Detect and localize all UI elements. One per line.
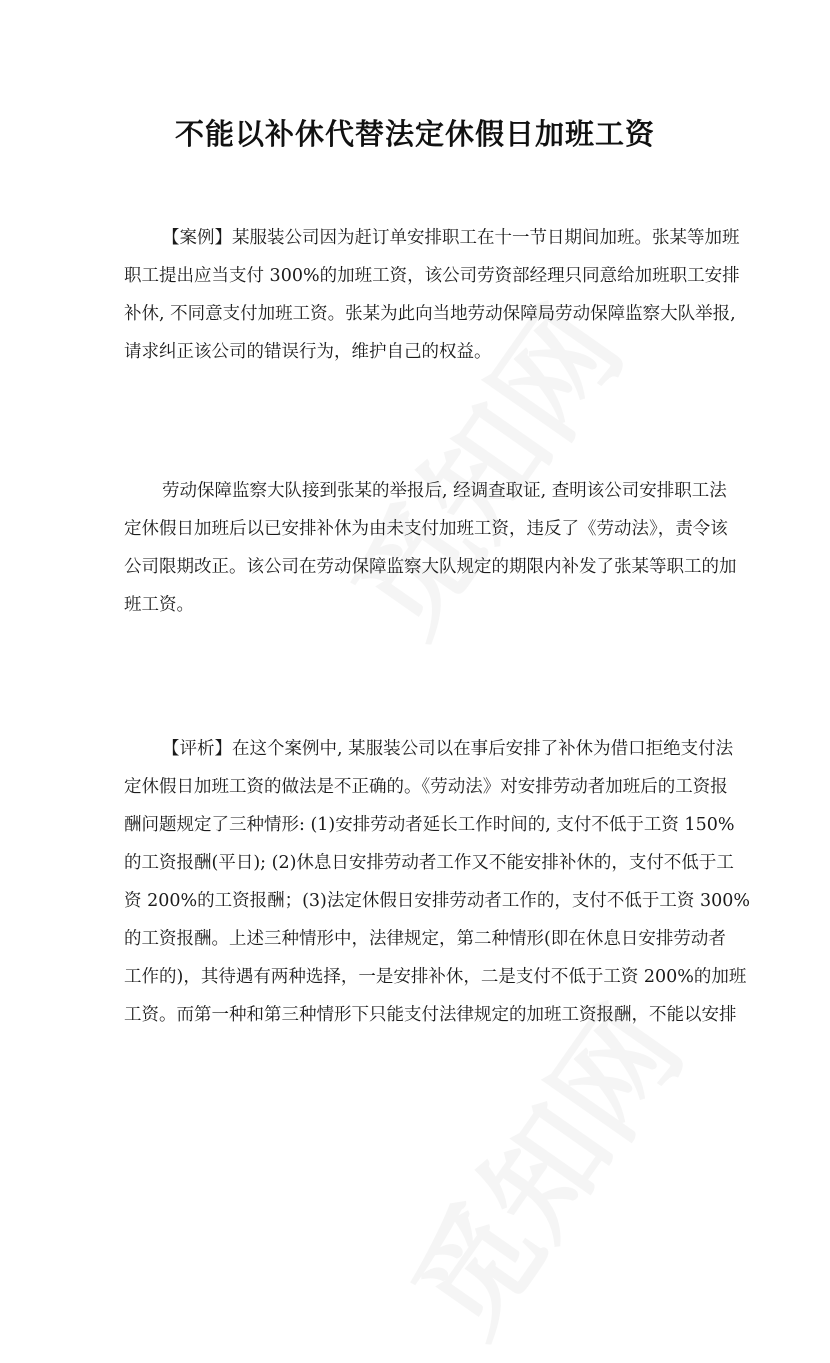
document-title: 不能以补休代替法定休假日加班工资 (174, 117, 655, 151)
text-line: 工作的)，其待遇有两种选择，一是安排补休，二是支付不低于工资 200%的加班 (124, 967, 747, 987)
paragraph-case (124, 219, 740, 371)
text-line: 酬问题规定了三种情形: (1)安排劳动者延长工作时间的, 支付不低于工资 150% (124, 815, 735, 835)
paragraph-analysis (124, 730, 750, 1034)
text-line: 定休假日加班后以已安排补休为由未支付加班工资，违反了《劳动法》，责令该 (124, 519, 728, 539)
text-line: 的工资报酬。上述三种情形中，法律规定，第二种情形(即在休息日安排劳动者 (124, 929, 726, 949)
paragraph-investigation (124, 472, 737, 624)
text-line: 劳动保障监察大队接到张某的举报后, 经调查取证, 查明该公司安排职工法 (162, 481, 727, 501)
text-line: 工资。而第一种和第三种情形下只能支付法律规定的加班工资报酬，不能以安排 (124, 1005, 737, 1025)
text-line: 【案例】某服装公司因为赶订单安排职工在十一节日期间加班。张某等加班 (162, 228, 740, 248)
text-line: 职工提出应当支付 300%的加班工资，该公司劳资部经理只同意给加班职工安排 (124, 266, 740, 286)
text-line: 请求纠正该公司的错误行为，维护自己的权益。 (124, 342, 492, 362)
text-line: 【评析】在这个案例中, 某服装公司以在事后安排了补休为借口拒绝支付法 (162, 739, 734, 759)
text-line: 补休, 不同意支付加班工资。张某为此向当地劳动保障局劳动保障监察大队举报, (124, 304, 736, 324)
text-line: 资 200%的工资报酬；(3)法定休假日安排劳动者工作的，支付不低于工资 300% (124, 891, 750, 911)
text-line: 班工资。 (124, 595, 194, 615)
text-line: 公司限期改正。该公司在劳动保障监察大队规定的期限内补发了张某等职工的加 (124, 557, 737, 577)
text-line: 的工资报酬(平日); (2)休息日安排劳动者工作又不能安排补休的，支付不低于工 (124, 853, 734, 873)
text-line: 定休假日加班工资的做法是不正确的。《劳动法》对安排劳动者加班后的工资报 (124, 777, 728, 797)
